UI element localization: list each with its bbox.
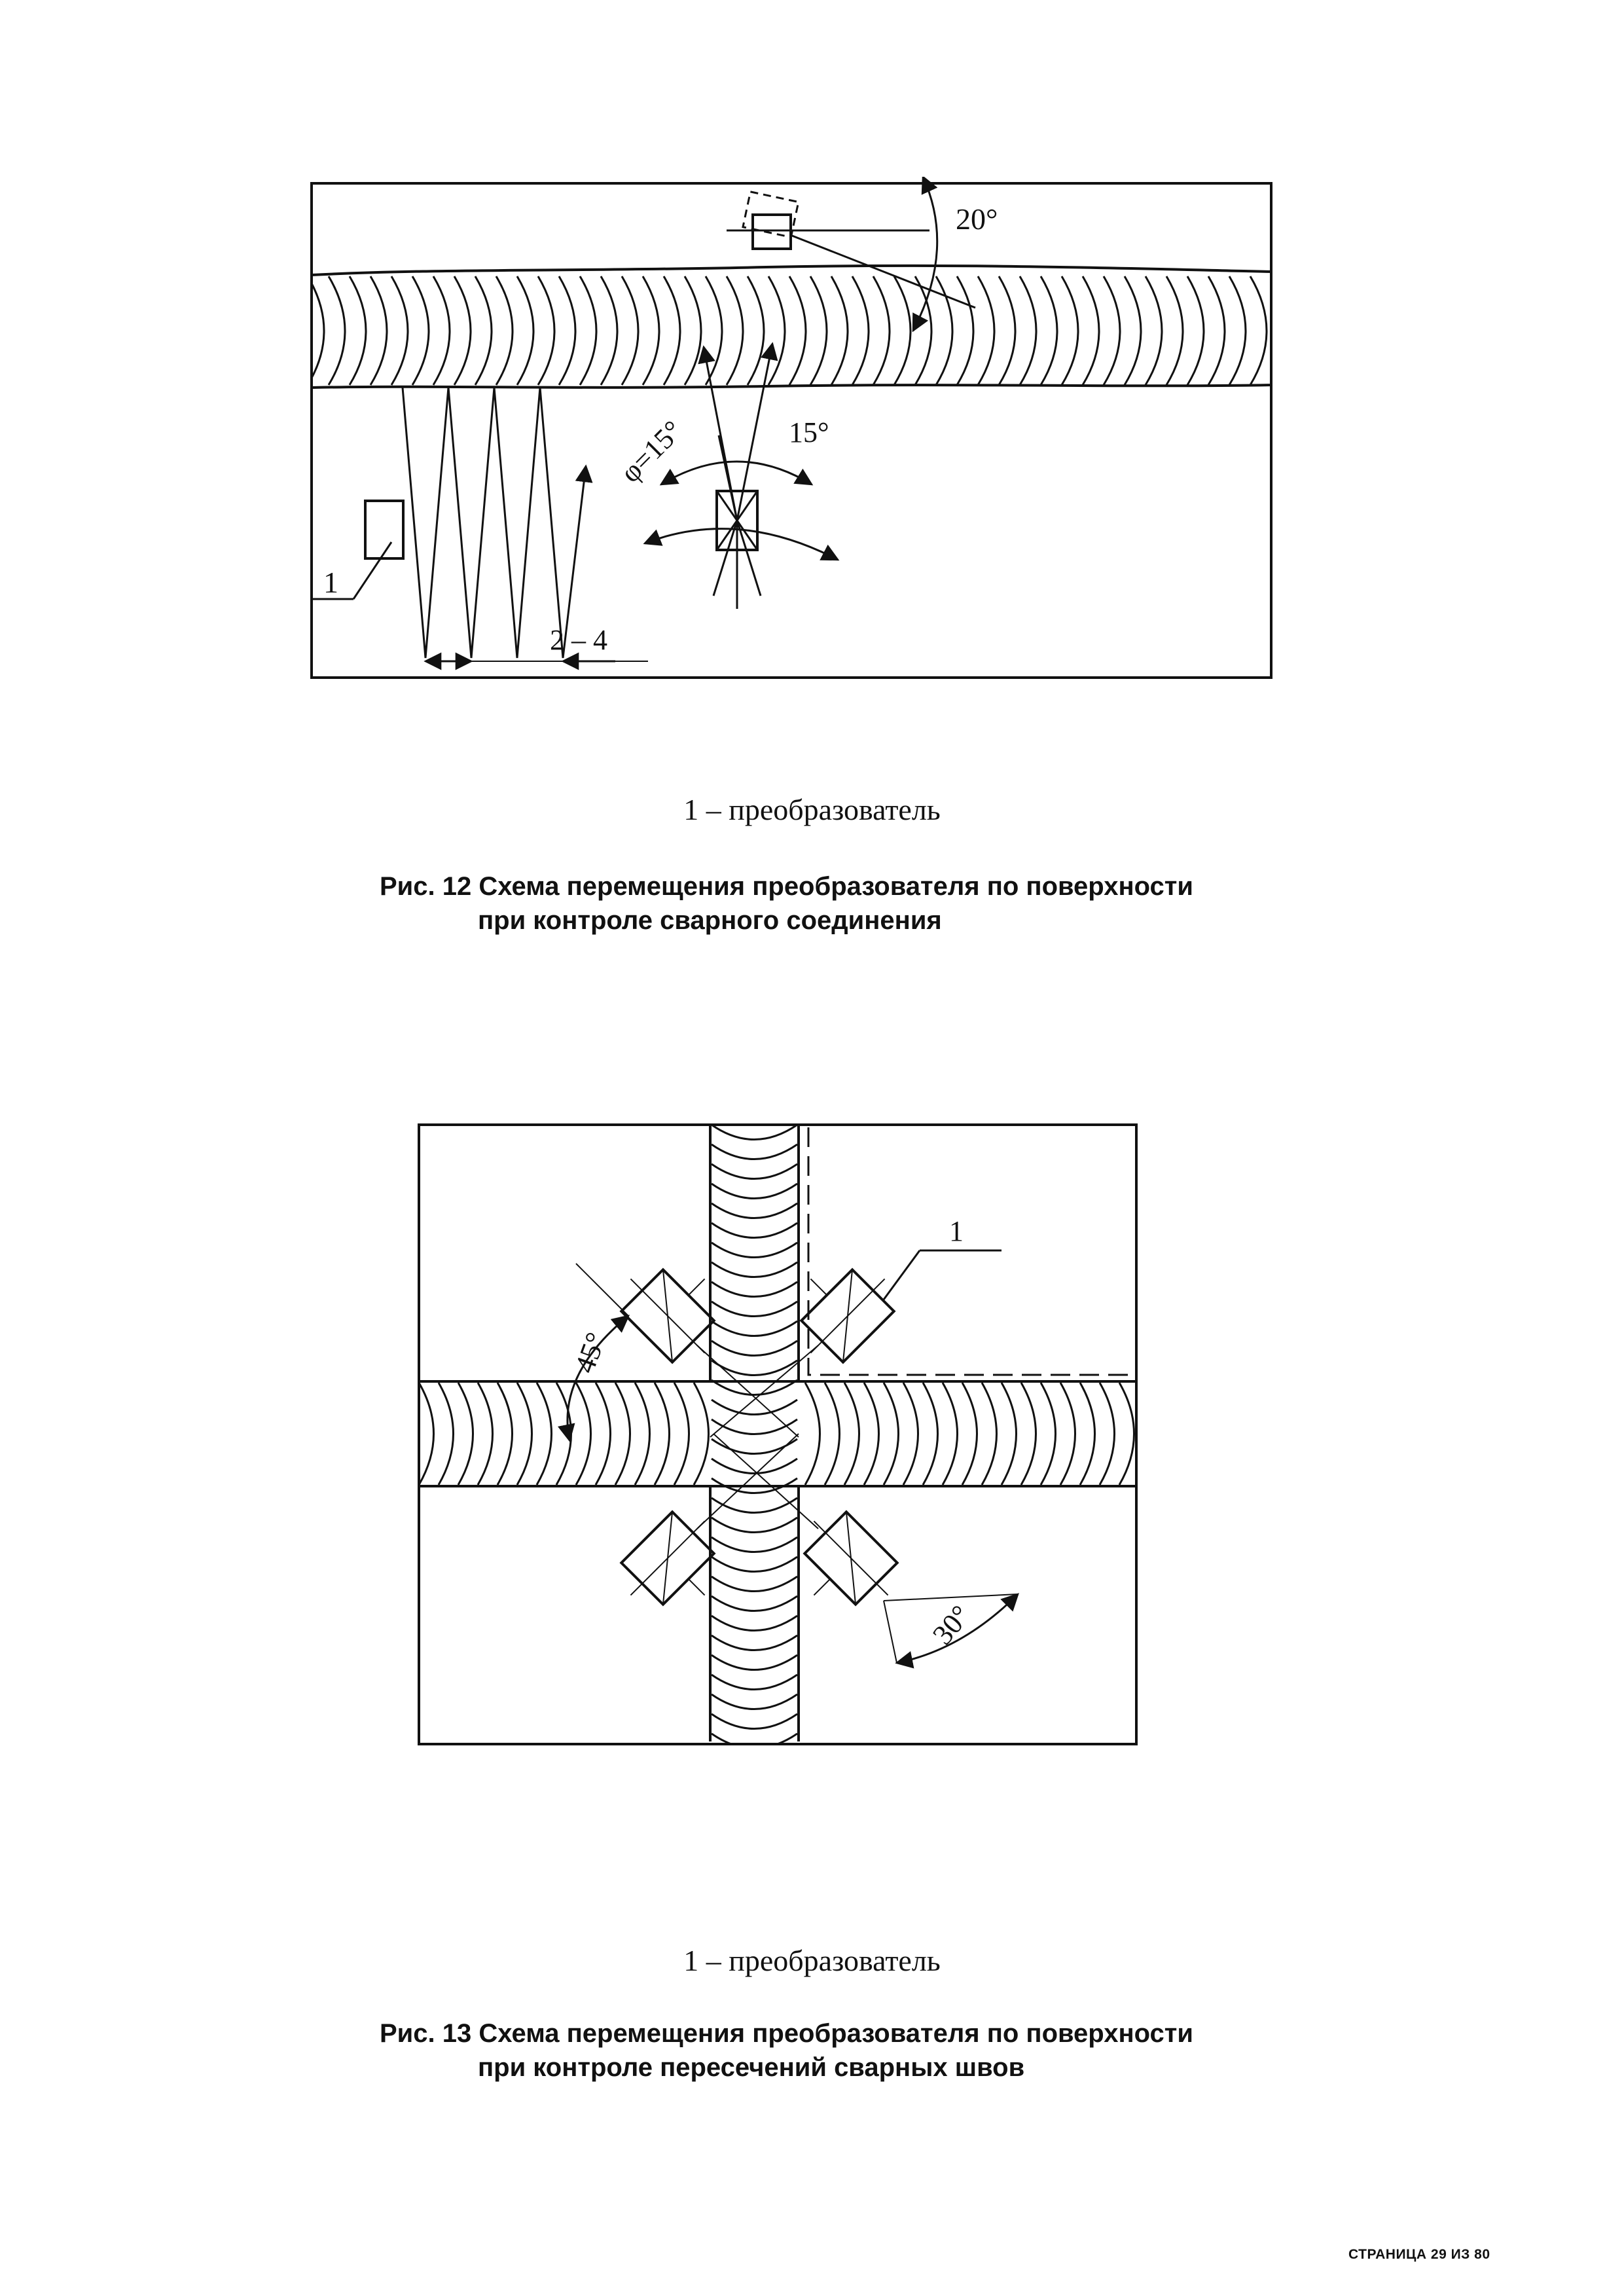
weld-ripple [1146, 276, 1162, 385]
weld-ripple [1229, 276, 1246, 385]
weld-ripple [923, 1383, 938, 1485]
weld-ripple [712, 1125, 797, 1140]
weld-ripple [517, 276, 533, 385]
weld-ripple [1041, 276, 1057, 385]
weld-ripple [712, 1144, 797, 1159]
angle-30-label: 30° [926, 1599, 977, 1651]
probe-upper-right [774, 1242, 906, 1374]
weld-ripple [596, 1383, 611, 1485]
weld-ripple [712, 1341, 797, 1356]
probe-number-label: 1 [323, 566, 338, 599]
weld-ripple [419, 1383, 434, 1485]
weld-ripple [727, 276, 743, 385]
weld-ripple [1060, 1383, 1075, 1485]
weld-seam [308, 266, 1276, 388]
weld-ripple [1119, 1383, 1134, 1485]
weld-ripple [852, 276, 869, 385]
weld-ripple [1125, 276, 1141, 385]
weld-ripple [1166, 276, 1183, 385]
angle-right-label: 15° [789, 416, 829, 448]
weld-ripple [712, 1203, 797, 1218]
weld-ripple [873, 276, 890, 385]
weld-ripple [894, 276, 911, 385]
figure-13-legend: 1 – преобразователь [683, 1944, 941, 1977]
weld-ripple [712, 1400, 797, 1415]
figure-12-caption-line2: при контроле сварного соединения [478, 906, 942, 935]
weld-ripple [957, 276, 973, 385]
weld-ripple [1020, 276, 1036, 385]
weld-ripple [454, 276, 471, 385]
weld-ripple [478, 1383, 493, 1485]
weld-ripple [655, 1383, 670, 1485]
weld-ripple [712, 1557, 797, 1572]
figure-12-caption [380, 869, 1362, 938]
weld-ripple [433, 276, 450, 385]
weld-ripple [903, 1383, 918, 1485]
probe-leader-line [884, 1250, 920, 1300]
angle-45-label: 45° [568, 1328, 613, 1377]
weld-ripple [1083, 276, 1099, 385]
angle-phi-label: φ=15° [614, 414, 689, 489]
weld-ripple [517, 1383, 532, 1485]
weld-ripple [615, 1383, 630, 1485]
weld-ripple [712, 1184, 797, 1199]
plate-frame [419, 1125, 1136, 1744]
probe-number-label: 1 [949, 1215, 964, 1247]
weld-ripple [982, 1383, 997, 1485]
weld-ripple [884, 1383, 899, 1485]
weld-ripple [412, 276, 429, 385]
angle-arc-top [913, 177, 937, 331]
weld-ripple [475, 276, 492, 385]
weld-ripple [635, 1383, 650, 1485]
weld-ripple [674, 1383, 689, 1485]
weld-ripple [712, 1714, 797, 1729]
weld-ripple [712, 1734, 797, 1749]
horizontal-weld-seam [419, 1381, 1136, 1486]
probe-leader-line [353, 542, 391, 599]
weld-ripple [712, 1282, 797, 1297]
vertical-weld-seam [710, 1125, 799, 1749]
weld-ripple [712, 1635, 797, 1650]
weld-ripple [712, 1655, 797, 1670]
weld-ripple [370, 276, 387, 385]
weld-ripple [712, 1694, 797, 1709]
weld-ripple [712, 1302, 797, 1317]
weld-ripple [712, 1223, 797, 1238]
weld-ripple [864, 1383, 879, 1485]
rotation-arc-upper [661, 462, 812, 484]
figure-12-legend: 1 – преобразователь [683, 793, 941, 826]
beam-fan [704, 344, 772, 609]
probe-top [753, 215, 791, 249]
figure-13-caption-line1: Рис. 13 Схема перемещения преобразователя по поверхности [380, 2019, 1193, 2048]
weld-ripple [1187, 276, 1204, 385]
weld-ripple [962, 1383, 977, 1485]
weld-ripple [825, 1383, 840, 1485]
page-number: СТРАНИЦА 29 ИЗ 80 [1348, 2247, 1490, 2262]
figure-13-caption [380, 2016, 1362, 2085]
weld-ripple [580, 276, 596, 385]
weld-ripple [559, 276, 575, 385]
weld-ripple [694, 1383, 709, 1485]
weld-ripple [789, 276, 806, 385]
figure-12-diagram [308, 177, 1276, 687]
probe-left [365, 501, 403, 558]
weld-ripple [576, 1383, 591, 1485]
weld-ripple [810, 276, 827, 385]
weld-ripple [999, 276, 1015, 385]
weld-ripple [1062, 276, 1078, 385]
weld-ripple [1080, 1383, 1095, 1485]
weld-ripple [712, 1616, 797, 1631]
weld-ripple [350, 276, 366, 385]
figure-13-diagram [412, 1113, 1146, 1768]
weld-ripple [1001, 1383, 1017, 1485]
step-label: 2 – 4 [550, 624, 607, 656]
weld-ripple [1041, 1383, 1056, 1485]
weld-ripple [712, 1321, 797, 1336]
weld-ripple [712, 1164, 797, 1179]
probe-lower-right [777, 1501, 909, 1633]
weld-ripple [1100, 1383, 1115, 1485]
weld-ripple [748, 276, 764, 385]
weld-ripple [1021, 1383, 1036, 1485]
zigzag-scan-path [403, 388, 586, 658]
weld-ripple [537, 1383, 552, 1485]
weld-ripple [712, 1498, 797, 1513]
weld-ripple [712, 1596, 797, 1611]
weld-ripple [643, 276, 659, 385]
figure-13-caption-line2: при контроле пересечений сварных швов [478, 2053, 1025, 2082]
weld-ripple [844, 1383, 859, 1485]
weld-ripple [712, 1576, 797, 1592]
weld-ripple [497, 1383, 513, 1485]
weld-ripple [308, 276, 324, 385]
weld-ripple [1208, 276, 1225, 385]
weld-ripple [1250, 276, 1267, 385]
weld-ripple [496, 276, 513, 385]
weld-ripple [601, 276, 617, 385]
weld-ripple [685, 276, 701, 385]
weld-ripple [1104, 276, 1120, 385]
weld-ripple [712, 1419, 797, 1434]
probe-lower-left [610, 1501, 742, 1633]
weld-ripple [538, 276, 554, 385]
weld-ripple [712, 1262, 797, 1277]
weld-ripple [622, 276, 638, 385]
weld-ripple [978, 276, 994, 385]
weld-ripple [712, 1518, 797, 1533]
weld-ripple [664, 276, 680, 385]
weld-ripple [712, 1675, 797, 1690]
weld-ripple [458, 1383, 473, 1485]
weld-ripple [329, 276, 345, 385]
weld-ripple [712, 1537, 797, 1552]
weld-ripple [712, 1243, 797, 1258]
angle-top-label: 20° [956, 202, 998, 236]
weld-ripple [805, 1383, 820, 1485]
weld-ripple [391, 276, 408, 385]
weld-ripple [943, 1383, 958, 1485]
weld-ripple [768, 276, 785, 385]
weld-ripple [439, 1383, 454, 1485]
weld-ripple [712, 1360, 797, 1376]
weld-ripple [831, 276, 848, 385]
figure-12-caption-line1: Рис. 12 Схема перемещения преобразователя по поверхности [380, 872, 1193, 901]
